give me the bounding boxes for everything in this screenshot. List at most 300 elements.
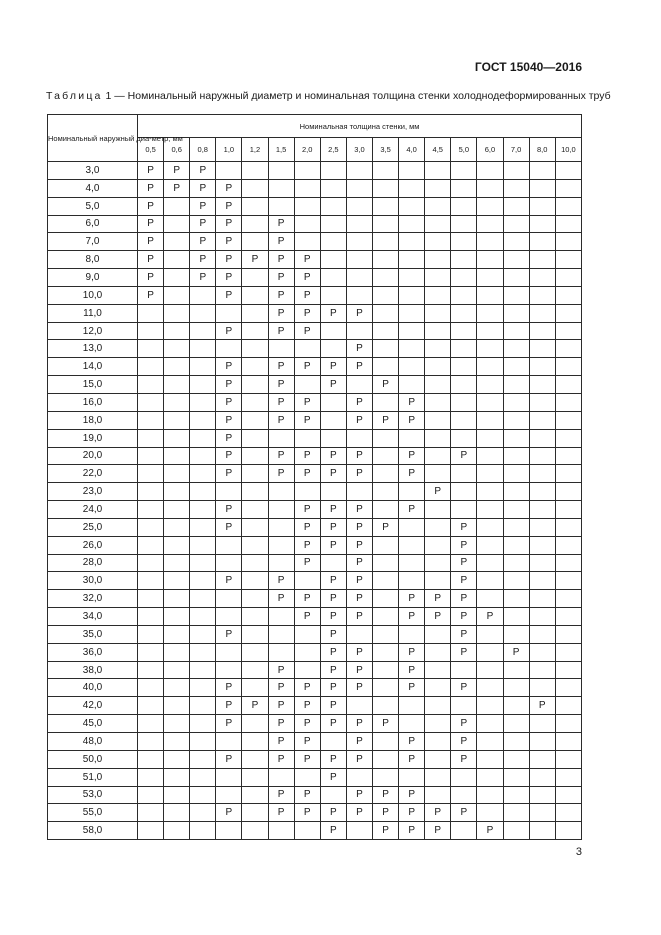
diameter-cell: 32,0 — [48, 590, 138, 608]
availability-cell — [425, 304, 451, 322]
diameter-cell: 35,0 — [48, 625, 138, 643]
availability-cell — [216, 822, 242, 840]
table-row — [48, 286, 582, 304]
availability-cell: Р — [451, 804, 477, 822]
availability-cell: Р — [346, 358, 372, 376]
availability-cell — [425, 411, 451, 429]
availability-cell — [138, 715, 164, 733]
availability-cell: Р — [399, 643, 425, 661]
availability-cell: Р — [399, 786, 425, 804]
table-row — [48, 679, 582, 697]
diameter-cell: 25,0 — [48, 518, 138, 536]
availability-cell — [451, 376, 477, 394]
availability-cell: Р — [294, 679, 320, 697]
availability-cell: Р — [346, 465, 372, 483]
availability-cell — [190, 643, 216, 661]
availability-cell: Р — [294, 786, 320, 804]
availability-cell — [138, 661, 164, 679]
availability-cell — [425, 322, 451, 340]
availability-cell: Р — [477, 822, 503, 840]
availability-cell: Р — [294, 590, 320, 608]
availability-cell — [399, 768, 425, 786]
availability-cell — [425, 554, 451, 572]
availability-cell — [164, 715, 190, 733]
availability-cell — [503, 697, 529, 715]
availability-cell — [555, 518, 581, 536]
availability-cell: Р — [372, 715, 398, 733]
availability-cell — [425, 786, 451, 804]
availability-cell: Р — [320, 358, 346, 376]
availability-cell: Р — [451, 750, 477, 768]
availability-cell — [529, 554, 555, 572]
availability-cell — [242, 768, 268, 786]
availability-cell — [555, 411, 581, 429]
availability-cell — [529, 429, 555, 447]
availability-cell — [138, 358, 164, 376]
availability-cell — [425, 715, 451, 733]
availability-cell — [477, 661, 503, 679]
availability-cell — [268, 429, 294, 447]
availability-cell — [164, 590, 190, 608]
availability-cell — [372, 251, 398, 269]
availability-cell: Р — [268, 269, 294, 287]
availability-cell: Р — [294, 465, 320, 483]
availability-cell — [555, 322, 581, 340]
availability-cell: Р — [399, 411, 425, 429]
availability-cell — [425, 269, 451, 287]
availability-cell — [555, 822, 581, 840]
availability-cell: Р — [190, 251, 216, 269]
availability-cell — [503, 233, 529, 251]
availability-cell — [164, 536, 190, 554]
availability-cell — [477, 162, 503, 180]
thickness-col-header: 2,0 — [294, 138, 320, 162]
availability-cell: Р — [320, 536, 346, 554]
availability-cell — [477, 804, 503, 822]
availability-cell: Р — [294, 608, 320, 626]
availability-cell — [425, 429, 451, 447]
thickness-col-header: 2,5 — [320, 138, 346, 162]
thickness-col-header: 8,0 — [529, 138, 555, 162]
availability-cell: Р — [346, 750, 372, 768]
diameter-cell: 12,0 — [48, 322, 138, 340]
diameter-cell: 22,0 — [48, 465, 138, 483]
thickness-col-header: 3,5 — [372, 138, 398, 162]
availability-cell — [138, 643, 164, 661]
availability-cell — [164, 768, 190, 786]
availability-cell: Р — [425, 590, 451, 608]
table-row — [48, 608, 582, 626]
availability-cell — [451, 393, 477, 411]
availability-cell — [503, 679, 529, 697]
availability-cell: Р — [320, 465, 346, 483]
availability-cell — [242, 661, 268, 679]
availability-cell — [529, 590, 555, 608]
availability-cell — [372, 215, 398, 233]
thickness-col-header: 5,0 — [451, 138, 477, 162]
availability-cell — [372, 340, 398, 358]
availability-cell — [399, 197, 425, 215]
table-row — [48, 518, 582, 536]
availability-cell — [451, 269, 477, 287]
availability-cell: Р — [216, 679, 242, 697]
availability-cell — [190, 376, 216, 394]
availability-cell — [138, 804, 164, 822]
thickness-col-header: 1,2 — [242, 138, 268, 162]
availability-cell — [451, 697, 477, 715]
availability-cell: Р — [294, 697, 320, 715]
availability-cell — [503, 162, 529, 180]
availability-cell — [242, 358, 268, 376]
thickness-col-header: 6,0 — [477, 138, 503, 162]
availability-cell — [399, 572, 425, 590]
availability-cell — [425, 179, 451, 197]
availability-cell — [529, 215, 555, 233]
availability-cell: Р — [268, 304, 294, 322]
availability-cell — [242, 590, 268, 608]
availability-cell — [503, 179, 529, 197]
availability-cell — [477, 251, 503, 269]
availability-cell — [555, 429, 581, 447]
availability-cell: Р — [138, 269, 164, 287]
availability-cell — [477, 233, 503, 251]
availability-cell — [399, 483, 425, 501]
availability-cell — [346, 197, 372, 215]
availability-cell — [216, 483, 242, 501]
availability-cell: Р — [346, 661, 372, 679]
availability-cell — [425, 465, 451, 483]
availability-cell: Р — [320, 572, 346, 590]
availability-cell — [242, 715, 268, 733]
availability-cell — [372, 750, 398, 768]
availability-cell — [451, 786, 477, 804]
availability-cell: Р — [268, 215, 294, 233]
availability-cell — [190, 786, 216, 804]
availability-cell: Р — [294, 518, 320, 536]
availability-cell — [372, 661, 398, 679]
availability-cell — [372, 393, 398, 411]
diameter-cell: 11,0 — [48, 304, 138, 322]
availability-cell — [555, 536, 581, 554]
availability-cell — [320, 215, 346, 233]
availability-cell: Р — [451, 447, 477, 465]
thickness-col-header: 1,5 — [268, 138, 294, 162]
availability-cell — [346, 625, 372, 643]
availability-cell — [425, 518, 451, 536]
availability-cell — [372, 447, 398, 465]
availability-cell: Р — [399, 590, 425, 608]
availability-cell — [555, 340, 581, 358]
availability-cell — [190, 447, 216, 465]
availability-cell — [555, 804, 581, 822]
thickness-header: Номинальная толщина стенки, мм — [138, 115, 582, 138]
availability-cell — [320, 322, 346, 340]
availability-cell — [503, 429, 529, 447]
availability-cell: Р — [294, 269, 320, 287]
availability-cell — [372, 643, 398, 661]
availability-cell — [477, 679, 503, 697]
availability-cell — [138, 822, 164, 840]
availability-cell — [503, 518, 529, 536]
availability-cell — [425, 447, 451, 465]
availability-cell — [372, 483, 398, 501]
availability-cell — [451, 215, 477, 233]
availability-cell — [425, 501, 451, 519]
availability-cell: Р — [399, 447, 425, 465]
availability-cell — [425, 733, 451, 751]
availability-cell — [529, 768, 555, 786]
availability-cell — [529, 608, 555, 626]
availability-cell — [503, 197, 529, 215]
availability-cell — [555, 465, 581, 483]
availability-cell — [242, 429, 268, 447]
availability-cell — [477, 572, 503, 590]
availability-cell: Р — [346, 411, 372, 429]
availability-cell: Р — [138, 179, 164, 197]
availability-cell — [555, 786, 581, 804]
availability-cell — [425, 358, 451, 376]
availability-cell: Р — [346, 393, 372, 411]
availability-cell — [320, 197, 346, 215]
availability-cell — [529, 286, 555, 304]
availability-cell — [372, 286, 398, 304]
availability-cell — [190, 518, 216, 536]
availability-cell — [320, 233, 346, 251]
availability-cell — [164, 411, 190, 429]
availability-cell — [529, 233, 555, 251]
availability-cell: Р — [216, 715, 242, 733]
thickness-col-header: 0,5 — [138, 138, 164, 162]
availability-cell: Р — [399, 804, 425, 822]
availability-cell — [451, 661, 477, 679]
availability-cell — [451, 429, 477, 447]
availability-cell — [164, 554, 190, 572]
availability-cell: Р — [216, 447, 242, 465]
availability-cell — [190, 429, 216, 447]
availability-cell: Р — [138, 215, 164, 233]
availability-cell — [503, 447, 529, 465]
availability-cell — [503, 572, 529, 590]
availability-cell — [164, 393, 190, 411]
table-row — [48, 162, 582, 180]
availability-cell — [399, 697, 425, 715]
availability-cell: Р — [216, 572, 242, 590]
availability-cell: Р — [346, 786, 372, 804]
table-row — [48, 590, 582, 608]
availability-cell — [425, 215, 451, 233]
availability-cell: Р — [216, 393, 242, 411]
availability-cell — [529, 501, 555, 519]
availability-cell — [294, 768, 320, 786]
availability-cell — [399, 554, 425, 572]
availability-cell — [555, 358, 581, 376]
availability-cell: Р — [294, 715, 320, 733]
availability-cell — [372, 501, 398, 519]
availability-cell — [242, 750, 268, 768]
availability-cell — [399, 429, 425, 447]
availability-cell: Р — [216, 804, 242, 822]
availability-cell — [529, 822, 555, 840]
availability-cell — [242, 197, 268, 215]
availability-cell — [320, 286, 346, 304]
availability-cell: Р — [320, 661, 346, 679]
table-row — [48, 447, 582, 465]
page-number: 3 — [575, 846, 582, 858]
availability-cell — [555, 679, 581, 697]
availability-cell — [477, 393, 503, 411]
availability-cell — [138, 590, 164, 608]
availability-cell — [138, 733, 164, 751]
availability-cell — [138, 465, 164, 483]
availability-cell — [477, 322, 503, 340]
availability-cell — [503, 661, 529, 679]
caption-text: — Номинальный наружный диаметр и номинальная толщина стенки холоднодеформированных труб — [114, 90, 611, 102]
diameter-cell: 24,0 — [48, 501, 138, 519]
availability-cell: Р — [425, 608, 451, 626]
availability-cell: Р — [372, 804, 398, 822]
availability-cell — [425, 536, 451, 554]
thickness-col-header: 0,6 — [164, 138, 190, 162]
availability-cell: Р — [138, 233, 164, 251]
table-row — [48, 269, 582, 287]
availability-cell — [190, 340, 216, 358]
table-row — [48, 304, 582, 322]
availability-cell — [216, 536, 242, 554]
availability-cell — [503, 768, 529, 786]
availability-cell — [216, 661, 242, 679]
availability-cell — [164, 786, 190, 804]
availability-cell: Р — [294, 322, 320, 340]
availability-cell — [529, 197, 555, 215]
availability-cell — [294, 340, 320, 358]
availability-cell — [242, 643, 268, 661]
availability-cell — [242, 822, 268, 840]
availability-cell — [425, 233, 451, 251]
availability-cell — [477, 643, 503, 661]
availability-cell — [477, 429, 503, 447]
availability-cell — [529, 393, 555, 411]
availability-cell — [555, 447, 581, 465]
table-row — [48, 429, 582, 447]
table-row — [48, 768, 582, 786]
availability-cell — [503, 750, 529, 768]
availability-cell — [164, 233, 190, 251]
diameter-cell: 8,0 — [48, 251, 138, 269]
availability-cell — [138, 376, 164, 394]
availability-cell — [320, 483, 346, 501]
availability-cell — [399, 376, 425, 394]
diameter-cell: 19,0 — [48, 429, 138, 447]
availability-cell — [529, 572, 555, 590]
availability-cell — [425, 376, 451, 394]
availability-cell — [242, 322, 268, 340]
availability-cell: Р — [372, 786, 398, 804]
availability-cell — [477, 269, 503, 287]
availability-cell: Р — [320, 804, 346, 822]
availability-cell: Р — [268, 679, 294, 697]
availability-cell — [529, 465, 555, 483]
availability-cell — [320, 269, 346, 287]
availability-cell — [190, 679, 216, 697]
availability-cell — [320, 733, 346, 751]
availability-cell — [164, 483, 190, 501]
table-row — [48, 358, 582, 376]
availability-cell — [555, 376, 581, 394]
availability-cell — [555, 697, 581, 715]
availability-cell — [372, 768, 398, 786]
availability-cell — [399, 340, 425, 358]
availability-cell: Р — [268, 733, 294, 751]
availability-cell: Р — [477, 608, 503, 626]
thickness-col-header: 0,8 — [190, 138, 216, 162]
availability-cell — [372, 179, 398, 197]
availability-cell: Р — [242, 697, 268, 715]
availability-cell — [555, 572, 581, 590]
availability-cell — [451, 501, 477, 519]
diameter-cell: 10,0 — [48, 286, 138, 304]
availability-cell: Р — [138, 197, 164, 215]
table-row — [48, 804, 582, 822]
availability-cell: Р — [216, 501, 242, 519]
availability-cell — [477, 465, 503, 483]
availability-cell — [164, 661, 190, 679]
availability-cell — [477, 715, 503, 733]
availability-cell: Р — [268, 804, 294, 822]
availability-cell: Р — [216, 233, 242, 251]
table-row — [48, 376, 582, 394]
availability-cell — [164, 447, 190, 465]
availability-cell — [190, 661, 216, 679]
availability-cell: Р — [216, 625, 242, 643]
availability-cell — [138, 518, 164, 536]
availability-cell — [242, 786, 268, 804]
availability-cell — [164, 322, 190, 340]
availability-cell — [477, 358, 503, 376]
availability-cell: Р — [216, 411, 242, 429]
availability-cell — [503, 322, 529, 340]
availability-cell — [425, 750, 451, 768]
availability-cell: Р — [216, 465, 242, 483]
availability-cell: Р — [320, 501, 346, 519]
availability-cell — [529, 786, 555, 804]
availability-cell: Р — [268, 376, 294, 394]
availability-cell: Р — [451, 590, 477, 608]
diameter-cell: 40,0 — [48, 679, 138, 697]
availability-cell: Р — [320, 518, 346, 536]
availability-cell — [503, 804, 529, 822]
diameter-cell: 7,0 — [48, 233, 138, 251]
availability-cell — [164, 608, 190, 626]
availability-cell — [529, 679, 555, 697]
availability-cell — [138, 447, 164, 465]
availability-cell — [451, 286, 477, 304]
availability-cell — [164, 251, 190, 269]
availability-cell — [477, 768, 503, 786]
availability-cell — [138, 501, 164, 519]
availability-cell: Р — [268, 286, 294, 304]
availability-cell — [190, 590, 216, 608]
availability-cell — [190, 768, 216, 786]
availability-cell: Р — [268, 715, 294, 733]
availability-cell — [268, 536, 294, 554]
availability-cell: Р — [346, 518, 372, 536]
table-row — [48, 572, 582, 590]
availability-cell — [164, 697, 190, 715]
availability-cell — [529, 661, 555, 679]
availability-cell: Р — [216, 750, 242, 768]
availability-cell — [190, 483, 216, 501]
availability-cell — [399, 179, 425, 197]
